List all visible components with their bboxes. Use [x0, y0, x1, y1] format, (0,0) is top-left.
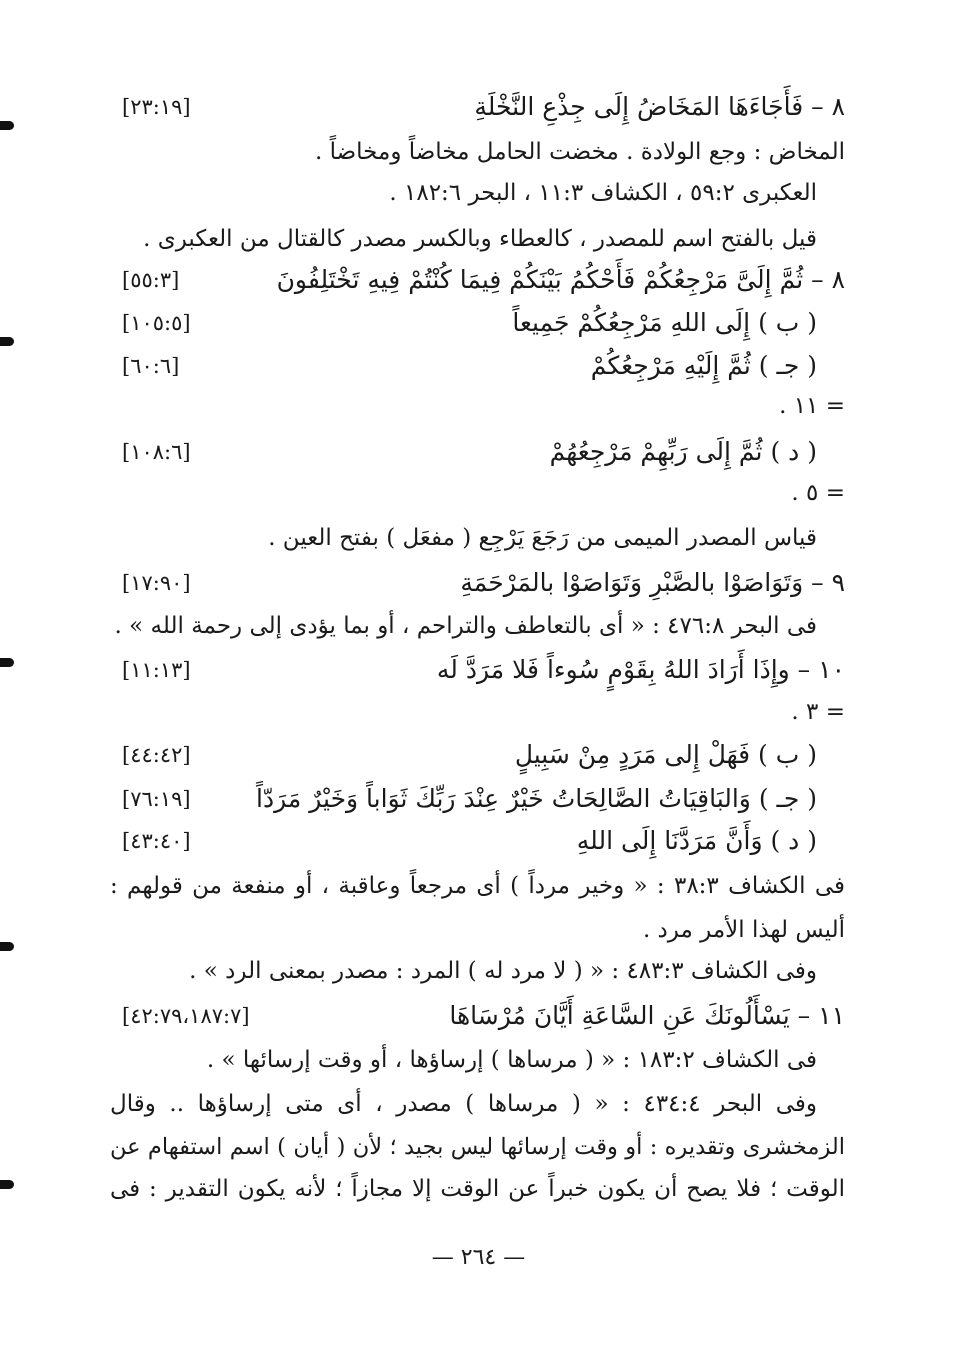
verse-reference: [٤٢:٧٩،١٨٧:٧]	[122, 1004, 250, 1028]
text-line: فى الكشاف ١٨٣:٢ : « ( مرساها ) إرساؤها ، أو وقت إرسائها » .	[206, 1047, 817, 1073]
verse-reference: [٤٣:٤٠]	[122, 829, 191, 853]
verse-reference: [١٠٥:٥]	[122, 311, 191, 335]
verse-line: ١١ – يَسْأَلُونَكَ عَنِ السَّاعَةِ أَيَّانَ مُرْسَاهَا	[449, 1001, 845, 1030]
verse-line: ٩ – وَتَوَاصَوْا بالصَّبْرِ وَتَوَاصَوْا بالمَرْحَمَةِ	[460, 568, 845, 597]
margin-mark	[0, 121, 14, 130]
text-line: الوقت ؛ فلا يصح أن يكون خبراً عن الوقت إلا مجازاً ؛ لأنه يكون التقدير : فى	[110, 1176, 845, 1202]
text-line: وفى الكشاف ٤٨٣:٣ : « ( لا مرد له ) المرد : مصدر بمعنى الرد » .	[189, 958, 817, 984]
text-line: أليس لهذا الأمر مرد .	[642, 917, 845, 943]
verse-line: ( د ) وَأَنَّ مَرَدَّنَا إِلَى اللهِ	[576, 826, 817, 855]
margin-mark	[0, 658, 14, 667]
text-line: العكبرى ٥٩:٢ ، الكشاف ١١:٣ ، البحر ١٨٢:٦ .	[389, 180, 817, 206]
verse-line: ( جـ ) وَالبَاقِيَاتُ الصَّالِحَاتُ خَيْرٌ عِنْدَ رَبِّكَ ثَوَاباً وَخَيْرٌ مَرَدّاً	[256, 784, 817, 813]
verse-line: ( جـ ) ثُمَّ إِلَيْهِ مَرْجِعُكُمْ	[590, 351, 817, 380]
page-number: — ٢٦٤ —	[431, 1245, 526, 1270]
text-line: = ٣ .	[791, 699, 845, 725]
verse-line: ١٠ – وإِذَا أَرَادَ اللهُ بِقَوْمٍ سُوءاً فَلا مَرَدَّ لَه	[436, 655, 845, 684]
verse-reference: [١١:١٣]	[122, 658, 191, 682]
text-line: الزمخشرى وتقديره : أو وقت إرسائها ليس بجيد ؛ لأن ( أيان ) اسم استفهام عن	[110, 1134, 845, 1160]
verse-line: ( ب ) فَهَلْ إِلى مَرَدٍ مِنْ سَبِيلٍ	[514, 740, 817, 769]
text-line: = ٥ .	[791, 480, 845, 506]
text-line: قياس المصدر الميمى من رَجَعَ يَرْجِع ( مفعَل ) بفتح العين .	[268, 525, 817, 551]
margin-mark	[0, 942, 14, 951]
verse-reference: [٧٦:١٩]	[122, 787, 191, 811]
text-line: قيل بالفتح اسم للمصدر ، كالعطاء وبالكسر مصدر كالقتال من العكبرى .	[143, 226, 817, 252]
verse-reference: [٢٣:١٩]	[122, 95, 191, 119]
verse-line: ( ب ) إِلَى اللهِ مَرْجِعُكُمْ جَمِيعاً	[512, 308, 817, 337]
verse-reference: [٤٤:٤٢]	[122, 743, 191, 767]
verse-reference: [٥٥:٣]	[122, 268, 180, 292]
margin-mark	[0, 337, 14, 346]
text-line: المخاض : وجع الولادة . مخضت الحامل مخاضاً ومخاضاً .	[315, 139, 845, 165]
verse-line: ( د ) ثُمَّ إِلَى رَبِّهِمْ مَرْجِعُهُمْ	[549, 437, 817, 466]
verse-reference: [١٧:٩٠]	[122, 571, 191, 595]
verse-reference: [٦٠:٦]	[122, 354, 180, 378]
verse-line: ٨ – فَأَجَاءَهَا المَخَاضُ إِلَى جِذْعِ النَّخْلَةِ	[474, 92, 845, 121]
text-line: وفى البحر ٤٣٤:٤ : « ( مرساها ) مصدر ، أى متى إرساؤها .. وقال	[110, 1091, 817, 1117]
text-line: فى الكشاف ٣٨:٣ : « وخير مرداً ) أى مرجعاً وعاقبة ، أو منفعة من قولهم :	[110, 873, 846, 899]
margin-mark	[0, 1180, 14, 1189]
verse-line: ٨ – ثُمَّ إِلَىَّ مَرْجِعُكُمْ فَأَحْكُمُ بَيْنَكُمْ فِيمَا كُنْتُمْ فِيهِ تَخْتَلِفُونَ	[276, 265, 845, 294]
text-line: = ١١ .	[779, 393, 845, 419]
text-line: فى البحر ٤٧٦:٨ : « أى بالتعاطف والتراحم ، أو بما يؤدى إلى رحمة الله » .	[114, 613, 817, 639]
verse-reference: [١٠٨:٦]	[122, 440, 191, 464]
